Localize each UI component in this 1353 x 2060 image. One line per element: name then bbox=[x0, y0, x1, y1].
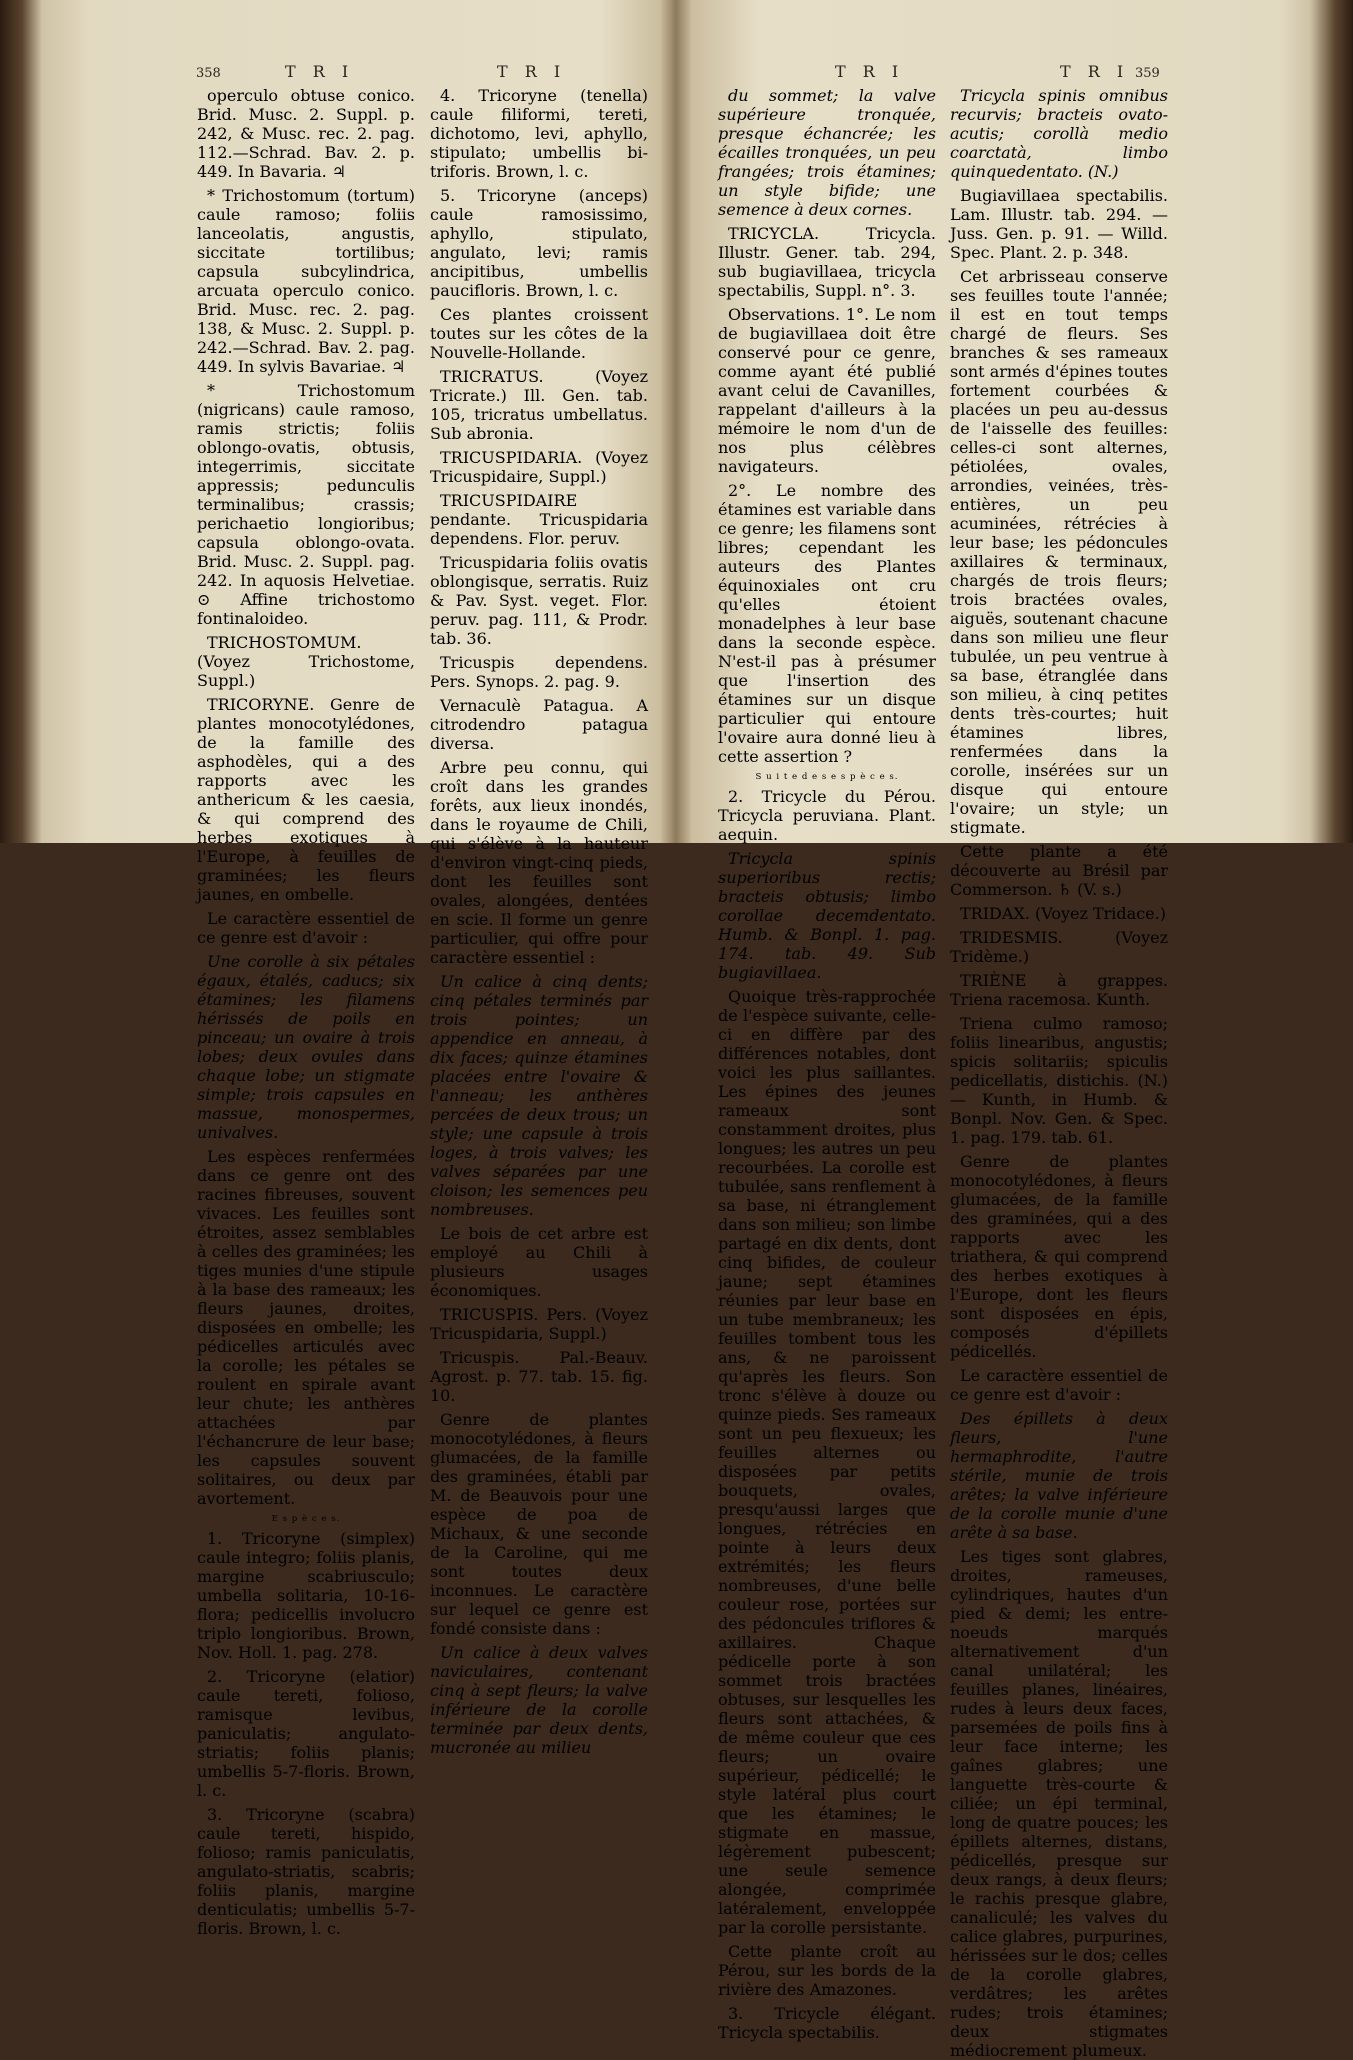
paragraph: 5. Tricoryne (anceps) caule ramosissimo, aphyllo, stipulato, angulato, levi; ramis ancipitibus, umbellis paucifloris. Brown, l. c. bbox=[430, 186, 648, 300]
section-subheading: S u i t e d e s e s p è c e s. bbox=[755, 772, 899, 782]
paragraph: Arbre peu connu, qui croît dans les grandes forêts, aux lieux inondés, dans le royaume de Chili, qui s'élève à la hauteur d'environ vingt-cinq pieds, dont les feuilles sont ovales, alongées, dentées en scie. Il forme un genre particulier, qui offre pour caractère essentiel : bbox=[430, 758, 648, 967]
paragraph: Cet arbrisseau conserve ses feuilles toute l'année; il est en tout temps chargé de fleurs. Ses branches & ses rameaux sont armés d'épines toutes fortement courbées & placées un peu au-dessus de l'aisselle des feuilles: celles-ci sont alternes, pétiolées, ovales, arrondies, veinées, très-entières, un peu acuminées, rétrécies à leur base; les pédoncules axillaires & terminaux, chargés de trois fleurs; trois bractées ovales, aiguës, soutenant chacune dans son milieu une fleur tubulée, un peu ventrue à sa base, étranglée dans son milieu, à cinq petites dents très-courtes; huit étamines libres, renfermées dans la corolle, insérées sur un disque qui entoure l'ovaire; un style; un stigmate. bbox=[950, 267, 1168, 837]
paragraph: Tricycla spinis omnibus recurvis; bracteis ovato-acutis; corollà medio coarctatà, limbo quinquedentato. (N.) bbox=[950, 86, 1168, 181]
paragraph: Les tiges sont glabres, droites, rameuses, cylindriques, hautes d'un pied & demi; les entre-noeuds marqués alternativement d'un canal unilatéral; les feuilles planes, linéaires, rudes à leurs deux faces, parsemées de poils fins à leur face interne; les gaînes glabres; une languette très-courte & ciliée; un épi terminal, long de quatre pouces; les épillets alternes, distans, pédicellés, presque sur deux rangs, à deux fleurs; le rachis presque glabre, canaliculé; les valves du calice glabres, purpurines, hérissées sur le dos; celles de la corolle glabres, verdâtres; les arêtes rudes; trois étamines; deux stigmates médiocrement plumeux. bbox=[950, 1547, 1168, 2060]
paragraph: Cette plante croît au Pérou, sur les bords de la rivière des Amazones. bbox=[718, 1942, 936, 1999]
section-subheading: E s p è c e s. bbox=[271, 1514, 341, 1524]
paragraph: 2. Tricoryne (elatior) caule tereti, folioso, ramisque levibus, paniculatis; angulato-striatis; foliis planis; umbellis 5-7-floris. Brown, l. c. bbox=[197, 1667, 415, 1800]
paragraph: Triena culmo ramoso; foliis linearibus, angustis; spicis solitariis; spiculis pedicellatis, distichis. (N.) — Kunth, in Humb. & Bonpl. Nov. Gen. & Spec. 1. pag. 179. tab. 61. bbox=[950, 1014, 1168, 1147]
paragraph: Tricuspis. Pal.-Beauv. Agrost. p. 77. tab. 15. fig. 10. bbox=[430, 1348, 648, 1405]
entry-heading: TRICHOSTOMUM. (Voyez Trichostome, Suppl.) bbox=[197, 633, 415, 690]
paragraph: Un calice à cinq dents; cinq pétales terminés par trois pointes; un appendice en anneau, à dix faces; quinze étamines placées entre l'ovaire & l'anneau; les anthères percées de deux trous; un style; une capsule à trois loges, à trois valves; les valves séparées par une cloison; les semences peu nombreuses. bbox=[430, 972, 648, 1219]
entry-heading: TRIÈNE à grappes. Triena racemosa. Kunth. bbox=[950, 971, 1168, 1009]
entry-heading: TRICUSPIDAIRE pendante. Tricuspidaria dependens. Flor. peruv. bbox=[430, 491, 648, 548]
paragraph: 4. Tricoryne (tenella) caule filiformi, tereti, dichotomo, levi, aphyllo, stipulato; umbellis bi-triforis. Brown, l. c. bbox=[430, 86, 648, 181]
entry-heading: TRIDAX. (Voyez Tridace.) bbox=[960, 904, 1166, 923]
paragraph: Tricuspis dependens. Pers. Synops. 2. pag. 9. bbox=[430, 653, 648, 691]
running-header-col2: T R I bbox=[1060, 62, 1130, 81]
running-header: T R I bbox=[285, 62, 355, 81]
paragraph: Les espèces renfermées dans ce genre ont des racines fibreuses, souvent vivaces. Les feuilles sont étroites, assez semblables à celles des graminées; les tiges munies d'une stipule à la base des rameaux; les fleurs jaunes, droites, disposées en ombelle; les pédicelles articulés avec la corolle; les pétales se roulent en spirale avant leur chute; les anthères attachées par l'échancrure de leur base; les capsules souvent solitaires, ou deux par avortement. bbox=[197, 1147, 415, 1508]
paragraph: 2°. Le nombre des étamines est variable dans ce genre; les filamens sont libres; cependant les auteurs des Plantes équinoxiales ont cru qu'elles étoient monadelphes à leur base dans la seconde espèce. N'est-il pas à présumer que l'insertion des étamines sur un disque particulier qui entoure l'ovaire aura donné lieu à cette assertion ? bbox=[718, 481, 936, 766]
paragraph: 3. Tricoryne (scabra) caule tereti, hispido, folioso; ramis paniculatis, angulato-striatis, scabris; foliis planis, margine denticulatis; umbellis 5-7-floris. Brown, l. c. bbox=[197, 1805, 415, 1938]
paragraph: TRICORYNE. Genre de plantes monocotylédones, de la famille des asphodèles, qui a des rapports avec les anthericum & les caesia, & qui comprend des herbes exotiques à l'Europe, à feuilles de graminées; les fleurs jaunes, en ombelle. bbox=[197, 695, 415, 904]
entry-heading: TRICUSPIDARIA. (Voyez Tricuspidaire, Suppl.) bbox=[430, 448, 648, 486]
paragraph: 1. Tricoryne (simplex) caule integro; foliis planis, margine scabriusculo; umbella solitaria, 10-16-flora; pedicellis involucro triplo longioribus. Brown, Nov. Holl. 1. pag. 278. bbox=[197, 1529, 415, 1662]
paragraph: Le caractère essentiel de ce genre est d'avoir : bbox=[197, 909, 415, 947]
paragraph: operculo obtuse conico. Brid. Musc. 2. Suppl. p. 242, & Musc. rec. 2. pag. 112.—Schrad. Bav. 2. p. 449. In Bavaria. ♃ bbox=[197, 86, 415, 181]
paragraph: Genre de plantes monocotylédones, à fleurs glumacées, de la famille des graminées, établi par M. de Beauvois pour une espèce de poa de Michaux, & une seconde de la Caroline, qui me sont toutes deux inconnues. Le caractère sur lequel ce genre est fondé consiste dans : bbox=[430, 1410, 648, 1638]
entry-heading: TRIDESMIS. (Voyez Tridème.) bbox=[950, 928, 1168, 966]
paragraph: Ces plantes croissent toutes sur les côtes de la Nouvelle-Hollande. bbox=[430, 305, 648, 362]
paragraph: Des épillets à deux fleurs, l'une hermaphrodite, l'autre stérile, munie de trois arêtes; la valve inférieure de la corolle munie d'une arête à sa base. bbox=[950, 1409, 1168, 1542]
paragraph: Genre de plantes monocotylédones, à fleurs glumacées, de la famille des graminées, qui a des rapports avec les triathera, & qui comprend des herbes exotiques à l'Europe, dont les fleurs sont disposées en épis, composés d'épillets pédicellés. bbox=[950, 1152, 1168, 1361]
paragraph: 2. Tricycle du Pérou. Tricycla peruviana. Plant. aequin. bbox=[718, 787, 936, 844]
paragraph: Le bois de cet arbre est employé au Chili à plusieurs usages économiques. bbox=[430, 1224, 648, 1300]
paragraph: 3. Tricycle élégant. Tricycla spectabilis. bbox=[718, 2004, 936, 2042]
paragraph: Quoique très-rapprochée de l'espèce suivante, celle-ci en diffère par des différences notables, dont voici les plus saillantes. Les épines des jeunes rameaux sont constamment droites, plus longues; les autres un peu recourbées. La corolle est tubulée, sans renflement à sa base, ni étranglement dans son milieu; son limbe partagé en dix dents, dont cinq bifides, de couleur jaune; sept étamines réunies par leur base en un tube membraneux; les feuilles tombent tous les ans, & ne paroissent qu'après les fleurs. Son tronc s'élève à douze ou quinze pieds. Ses rameaux sont un peu flexueux; les feuilles alternes ou disposées par petits bouquets, ovales, presqu'aussi larges que longues, rétrécies en pointe à leurs deux extrémités; les fleurs nombreuses, d'une belle couleur rose, portées sur des pédoncules triflores & axillaires. Chaque pédicelle porte à son sommet trois bractées obtuses, sur lesquelles les fleurs sont attachées, & de même couleur que ces fleurs; un ovaire supérieur, pédicellé; le style latéral plus court que les étamines; le stigmate en massue, légèrement pubescent; une seule semence alongée, comprimée latéralement, enveloppée par la corolle persistante. bbox=[718, 987, 936, 1937]
paragraph: * Trichostomum (tortum) caule ramoso; foliis lanceolatis, angustis, siccitate tortilibus; capsula subcylindrica, arcuata operculo conico. Brid. Musc. rec. 2. pag. 138, & Musc. 2. Suppl. p. 242.—Schrad. Bav. 2. pag. 449. In sylvis Bavariae. ♃ bbox=[197, 186, 415, 376]
paragraph: Tricuspidaria foliis ovatis oblongisque, serratis. Ruiz & Pav. Syst. veget. Flor. peruv. pag. 111, & Prodr. tab. 36. bbox=[430, 553, 648, 648]
running-header: T R I bbox=[835, 62, 905, 81]
entry-heading: TRICYCLA. Tricycla. Illustr. Gener. tab. 294, sub bugiavillaea, tricycla spectabilis, Suppl. n°. 3. bbox=[718, 224, 936, 300]
page-number: 358 bbox=[196, 66, 221, 81]
column-right-2 bbox=[950, 86, 1168, 2060]
paragraph: Tricycla spinis superioribus rectis; bracteis obtusis; limbo corollae decemdentato. Humb. & Bonpl. 1. pag. 174. tab. 49. Sub bugiavillaea. bbox=[718, 849, 936, 982]
paragraph: Bugiavillaea spectabilis. Lam. Illustr. tab. 294. — Juss. Gen. p. 91. — Willd. Spec. Plant. 2. p. 348. bbox=[950, 186, 1168, 262]
paragraph: Vernaculè Patagua. A citrodendro patagua diversa. bbox=[430, 696, 648, 753]
column-right-1 bbox=[718, 86, 936, 2042]
paragraph: Le caractère essentiel de ce genre est d'avoir : bbox=[950, 1366, 1168, 1404]
paragraph: Un calice à deux valves naviculaires, contenant cinq à sept fleurs; la valve inférieure de la corolle terminée par deux dents, mucronée au milieu bbox=[430, 1643, 648, 1757]
paragraph: Cette plante a été découverte au Brésil par Commerson. ♄ (V. s.) bbox=[950, 842, 1168, 899]
paragraph: Une corolle à six pétales égaux, étalés, caducs; six étamines; les filamens hérissés de poils en pinceau; un ovaire à trois lobes; deux ovules dans chaque lobe; un stigmate simple; trois capsules en massue, monospermes, univalves. bbox=[197, 952, 415, 1142]
column-left-2 bbox=[430, 86, 648, 1757]
paragraph: du sommet; la valve supérieure tronquée, presque échancrée; les écailles tronquées, un peu frangées; trois étamines; un style bifide; une semence à deux cornes. bbox=[718, 86, 936, 219]
paragraph: Observations. 1°. Le nom de bugiavillaea doit être conservé pour ce genre, comme ayant été publié avant celui de Cavanilles, rappelant d'ailleurs à la mémoire le nom d'un de nos plus célèbres navigateurs. bbox=[718, 305, 936, 476]
column-left-1 bbox=[197, 86, 415, 1938]
entry-heading: TRICUSPIS. Pers. (Voyez Tricuspidaria, Suppl.) bbox=[430, 1305, 648, 1343]
page-number: 359 bbox=[1135, 66, 1160, 81]
entry-heading: TRICRATUS. (Voyez Tricrate.) Ill. Gen. tab. 105, tricratus umbellatus. Sub abronia. bbox=[430, 367, 648, 443]
running-header-col2: T R I bbox=[497, 62, 567, 81]
paragraph: * Trichostomum (nigricans) caule ramoso, ramis strictis; foliis oblongo-ovatis, obtusis, integerrimis, siccitate appressis; pedunculis terminalibus; crassis; perichaetio longioribus; capsula oblongo-ovata. Brid. Musc. 2. Suppl. pag. 242. In aquosis Helvetiae. ⊙ Affine trichostomo fontinaloideo. bbox=[197, 381, 415, 628]
